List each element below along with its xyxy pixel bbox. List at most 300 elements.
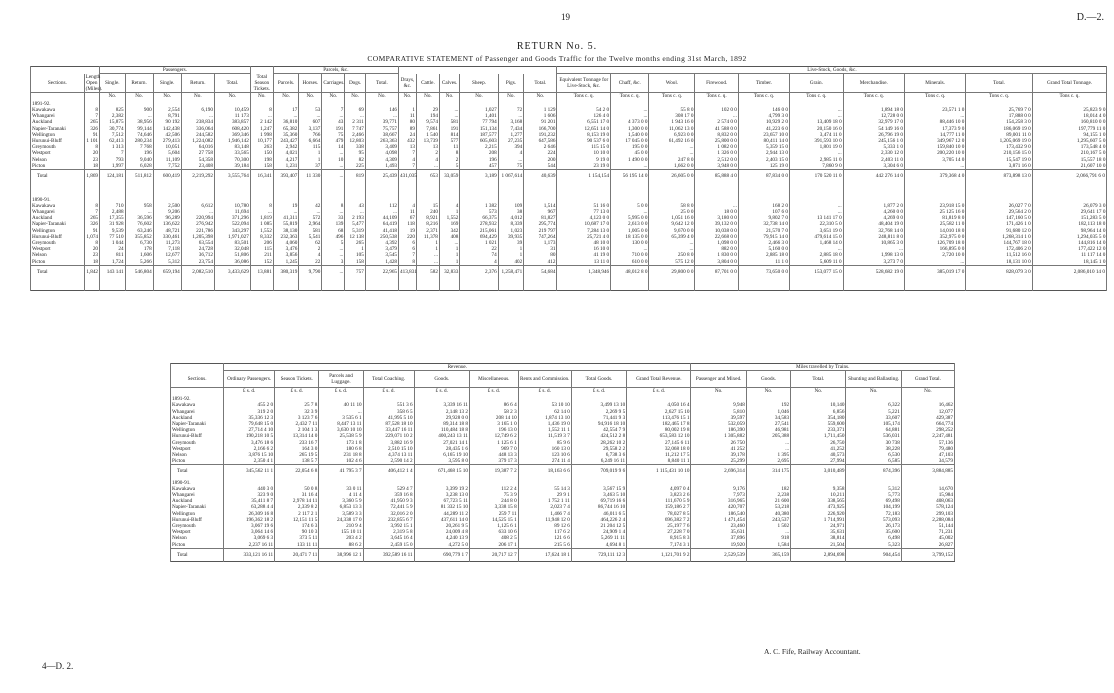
data-cell: 9,574: [416, 119, 439, 125]
data-cell: 180 6 8: [319, 446, 363, 452]
data-cell: 2,269 9 5: [571, 409, 626, 415]
empty-cell: [846, 394, 901, 402]
section-name: Whangarei: [31, 209, 85, 215]
empty-cell: [901, 478, 954, 486]
data-cell: 77 13 0: [557, 209, 611, 215]
data-cell: 232,855 6 7: [363, 517, 414, 523]
data-cell: 10,211: [791, 492, 846, 498]
data-cell: 3,399 19 2: [414, 486, 469, 492]
total-cell: 2,066,791 6 0: [1032, 169, 1106, 194]
data-cell: 39,935: [498, 234, 524, 240]
data-cell: 11,694: [214, 209, 250, 215]
return-subtitle: COMPARATIVE STATEMENT of Passenger and Goods Traffic for the Twelve months ending 31st March, 1892: [367, 54, 747, 63]
data-cell: 2,964: [299, 221, 322, 227]
livestock-header: Live-Stock, Goods, &c.: [557, 67, 1106, 74]
data-cell: 551 3 6: [363, 402, 414, 408]
data-cell: 532,059: [691, 421, 746, 427]
empty-cell: [319, 478, 363, 486]
total-cell: 345,562 11 1: [224, 465, 275, 478]
data-cell: 4,217: [273, 157, 299, 163]
data-cell: 2,350 4 1: [224, 458, 275, 465]
unit-label: No.: [846, 388, 901, 395]
data-cell: 10: [322, 157, 345, 163]
data-cell: 67: [399, 215, 417, 221]
data-cell: 25 0 0: [649, 209, 695, 215]
data-cell: 13 11 0: [557, 259, 611, 266]
data-cell: 7 747: [345, 126, 365, 132]
data-cell: 7,434: [498, 126, 524, 132]
data-cell: 53 10 10: [518, 402, 571, 408]
data-cell: 440 3 0: [224, 486, 275, 492]
data-cell: 5,323: [846, 542, 901, 549]
data-cell: ...: [649, 240, 695, 246]
total-row: [171, 465, 955, 478]
data-cell: 647,586: [524, 138, 557, 144]
data-cell: 263,363: [365, 138, 398, 144]
data-cell: 77 794: [460, 119, 498, 125]
data-cell: 464,226 2 4: [571, 517, 626, 523]
section-name: Napier-Taranaki: [171, 504, 224, 510]
data-cell: 559,600: [791, 421, 846, 427]
data-cell: 2,512 0 0: [695, 157, 738, 163]
empty-cell: [691, 478, 746, 486]
data-cell: 3 535 6 1: [319, 415, 363, 421]
revenue-table: [170, 363, 955, 562]
data-cell: 6,530: [846, 452, 901, 458]
data-cell: 85 9 6: [518, 440, 571, 446]
data-cell: 243,427: [273, 138, 299, 144]
unit-label: No.: [691, 388, 746, 395]
data-cell: 1,466 7 4: [518, 511, 571, 517]
total-cell: 413,831: [399, 265, 417, 291]
data-cell: 8,832 0 0: [695, 132, 738, 138]
table-row: [31, 259, 1107, 266]
total-cell: 393,407: [273, 169, 299, 194]
data-cell: 21,607 10 0: [1032, 163, 1106, 170]
data-cell: 3,871 16 0: [966, 163, 1032, 170]
total-cell: 442 276 14 0: [843, 169, 904, 194]
data-cell: 90 192: [153, 119, 181, 125]
data-cell: 12,651 14 0: [557, 126, 611, 132]
data-cell: 4: [299, 252, 322, 258]
data-cell: 79,480: [901, 446, 954, 452]
empty-cell: [791, 394, 846, 402]
data-cell: 900: [125, 107, 153, 113]
empty-cell: [414, 394, 469, 402]
data-cell: 710 0 0: [611, 252, 649, 258]
data-cell: 2,403 11 0: [843, 157, 904, 163]
total-cell: 582: [416, 265, 439, 291]
data-cell: 3,876 15 10: [224, 452, 275, 458]
data-cell: 11: [399, 209, 417, 215]
data-cell: ...: [319, 409, 363, 415]
data-cell: 1 998: [250, 132, 273, 138]
data-cell: 55 14 3: [518, 486, 571, 492]
data-cell: 263: [250, 144, 273, 150]
data-cell: 2,695: [746, 458, 790, 465]
data-cell: 2,247,481: [901, 433, 954, 439]
data-cell: 221,786: [181, 228, 214, 234]
empty-cell: [1032, 99, 1106, 107]
total-cell: 143 141: [100, 265, 126, 291]
data-cell: 79,915 14 0: [738, 234, 789, 240]
data-cell: 967: [524, 209, 557, 215]
data-cell: 1: [439, 252, 459, 258]
unit-label: Tons c. q.: [789, 92, 843, 99]
total-cell: 20,471 7 11: [275, 548, 319, 561]
data-cell: 7: [84, 209, 99, 215]
column-header: Passenger and Mixed.: [691, 371, 746, 388]
data-cell: 5,266: [125, 259, 153, 266]
data-cell: 2,166 6 2: [224, 446, 275, 452]
data-cell: 197,779 11 0: [1032, 126, 1106, 132]
data-cell: 15,557 18 0: [1032, 157, 1106, 163]
data-cell: 8: [439, 150, 459, 156]
empty-cell: [695, 99, 738, 107]
data-cell: 4 373 0 0: [611, 119, 649, 125]
data-cell: 77 510: [100, 234, 126, 240]
data-cell: 4,060: [273, 240, 299, 246]
data-cell: 13,314 14 0: [275, 433, 319, 439]
data-cell: 1,493: [365, 163, 398, 170]
data-cell: 12,803: [345, 138, 365, 144]
data-cell: 17 045 0 0: [611, 138, 649, 144]
data-cell: 112 2 4: [469, 486, 518, 492]
data-cell: 3,499 13 10: [571, 402, 626, 408]
data-cell: 45,002: [901, 535, 954, 541]
column-header: Ordinary Passengers.: [224, 371, 275, 388]
data-cell: 102 4 6: [319, 458, 363, 465]
data-cell: 13 141 17 0: [789, 215, 843, 221]
data-cell: 35,411 8 7: [224, 498, 275, 504]
data-cell: 9,802 7 0: [738, 215, 789, 221]
data-cell: 496: [322, 234, 345, 240]
data-cell: 225: [345, 163, 365, 170]
data-cell: 37,896: [691, 535, 746, 541]
column-header: Equivalent Tonnage for Live-Stock, &c.: [557, 74, 611, 93]
empty-cell: [738, 195, 789, 203]
data-cell: 55 8 0: [649, 107, 695, 113]
data-cell: 31 928: [100, 221, 126, 227]
data-cell: ...: [299, 209, 322, 215]
data-cell: ...: [322, 113, 345, 119]
data-cell: 4,240 13 9: [414, 535, 469, 541]
data-cell: 573: [460, 209, 498, 215]
data-cell: 1,997: [100, 163, 126, 170]
data-cell: 158: [250, 163, 273, 170]
empty-cell: [322, 99, 345, 107]
data-cell: 16,462: [901, 402, 954, 408]
data-cell: 696,382 7 2: [627, 517, 691, 523]
total-cell: 2,219,292: [181, 169, 214, 194]
data-cell: 142,438: [153, 126, 181, 132]
unit-label: No.: [273, 92, 299, 99]
data-cell: 12,749 6 2: [469, 433, 518, 439]
data-cell: 102 0 0: [695, 107, 738, 113]
data-cell: 429,387: [901, 415, 954, 421]
data-cell: 1 082 0 0: [695, 144, 738, 150]
empty-cell: [224, 394, 275, 402]
section-name: Whangarei: [171, 492, 224, 498]
data-cell: 3,273 7 0: [843, 259, 904, 266]
data-cell: 8: [250, 107, 273, 113]
unit-label: £ s. d.: [414, 388, 469, 395]
data-cell: 10,177: [250, 138, 273, 144]
data-cell: 11 117 14 0: [1032, 252, 1106, 258]
data-cell: 33: [322, 215, 345, 221]
data-cell: 1: [399, 107, 417, 113]
data-cell: 231 18 8: [319, 452, 363, 458]
data-cell: 7,752: [153, 163, 181, 170]
data-cell: 48 10 0: [557, 240, 611, 246]
data-cell: 91 201: [524, 119, 557, 125]
data-cell: 168 2 0: [738, 203, 789, 209]
data-cell: 581: [299, 228, 322, 234]
data-cell: 1: [299, 150, 322, 156]
unit-label: No.: [791, 388, 846, 395]
total-cell: 87,834 0 0: [738, 169, 789, 194]
data-cell: 1 326 0 0: [695, 150, 738, 156]
data-cell: 8,153 19 0: [557, 132, 611, 138]
data-cell: 250,538: [365, 234, 398, 240]
data-cell: 1,295,607 5 0: [1032, 138, 1106, 144]
data-cell: 3,067 19 6: [224, 523, 275, 529]
total-cell: 153,077 15 0: [789, 265, 843, 291]
column-header: Length Open (Miles).: [85, 73, 103, 92]
column-header: Total.: [791, 371, 846, 388]
data-cell: 391,593 10 0: [789, 138, 843, 144]
data-cell: ...: [649, 150, 695, 156]
data-cell: 352,975 0 0: [904, 234, 965, 240]
data-cell: 336,064: [181, 126, 214, 132]
data-cell: 3,948 0 0: [695, 163, 738, 170]
data-cell: 35,360: [273, 132, 299, 138]
data-cell: 4,374 13 11: [363, 452, 414, 458]
data-cell: 1,205,069 19 0: [966, 138, 1032, 144]
data-cell: 8: [84, 107, 99, 113]
data-cell: 22,310 5 0: [789, 221, 843, 227]
data-cell: 2 193: [345, 215, 365, 221]
empty-cell: [275, 478, 319, 486]
data-cell: 424,512 2 8: [571, 433, 626, 439]
data-cell: 65,399 4 0: [649, 234, 695, 240]
data-cell: 577: [439, 138, 459, 144]
data-cell: 4,123 0 0: [557, 215, 611, 221]
data-cell: 6,612: [181, 203, 214, 209]
data-cell: 72,183: [846, 511, 901, 517]
total-cell: 729,111 12 3: [571, 548, 626, 561]
data-cell: 1 021: [460, 240, 498, 246]
data-cell: 39,184: [214, 163, 250, 170]
empty-cell: [789, 99, 843, 107]
data-cell: 6,190: [181, 107, 214, 113]
data-cell: 27,714 4 10: [224, 427, 275, 433]
empty-cell: [273, 99, 299, 107]
data-cell: 2,371: [416, 228, 439, 234]
data-cell: 1,428: [365, 259, 398, 266]
total-cell: 22,054 6 8: [275, 465, 319, 478]
column-header: Total.: [966, 74, 1032, 93]
total-cell: 3,799,152: [901, 548, 954, 561]
section-name: Kawakawa: [31, 203, 85, 209]
unit-label: No.: [345, 92, 365, 99]
data-cell: 240: [416, 209, 439, 215]
data-cell: 7: [399, 150, 417, 156]
data-cell: 4: [416, 157, 439, 163]
data-cell: 22: [299, 259, 322, 266]
data-cell: 27,235: [498, 138, 524, 144]
column-header: Sections.: [171, 371, 224, 388]
data-cell: 14: [322, 144, 345, 150]
data-cell: 33,447 16 11: [363, 427, 414, 433]
section-name: Whangarei: [31, 113, 85, 119]
data-cell: 187,577: [460, 132, 498, 138]
data-cell: 653,583 12 10: [627, 433, 691, 439]
unit-label: £ s. d.: [224, 388, 275, 395]
unit-label: No.: [746, 388, 790, 395]
column-header: Grand Total.: [901, 371, 954, 388]
data-cell: 2,510 15 10: [363, 446, 414, 452]
data-cell: 610 0 0: [611, 259, 649, 266]
column-header: Sections.: [31, 74, 85, 93]
data-cell: 25,800 0 0: [695, 138, 738, 144]
total-row: [171, 548, 955, 561]
data-cell: 608,420: [214, 126, 250, 132]
data-cell: 25 125 16 0: [904, 209, 965, 215]
data-cell: 83,148: [214, 144, 250, 150]
data-cell: 578,124: [901, 504, 954, 510]
data-cell: 383,857: [214, 119, 250, 125]
data-cell: 25,769 7 0: [966, 107, 1032, 113]
unit-label: [31, 92, 85, 99]
data-cell: 26,079 3 0: [1032, 203, 1106, 209]
column-header: Total Coaching.: [363, 371, 414, 388]
data-cell: 27 758: [181, 150, 214, 156]
data-cell: 41 588 0 0: [695, 126, 738, 132]
data-cell: 31 16 4: [275, 492, 319, 498]
data-cell: 39: [498, 240, 524, 246]
data-cell: 78,027 8 5: [627, 511, 691, 517]
data-cell: ...: [181, 209, 214, 215]
empty-cell: [904, 99, 965, 107]
total-cell: 32,833: [439, 265, 459, 291]
unit-label: Tons c. q.: [695, 92, 738, 99]
data-cell: 26,796 19 0: [843, 132, 904, 138]
data-cell: 7: [100, 150, 126, 156]
total-cell: 874,396: [846, 465, 901, 478]
data-cell: 3,567 15 9: [571, 486, 626, 492]
data-cell: 3,463 5 10: [571, 492, 626, 498]
data-cell: 1 101: [84, 138, 99, 144]
data-cell: 4,260 0 0: [843, 209, 904, 215]
total-cell: 41 795 3 7: [319, 465, 363, 478]
data-cell: 1 830 0 0: [695, 252, 738, 258]
empty-cell: [746, 394, 790, 402]
total-cell: 828,079 3 0: [966, 265, 1032, 291]
data-cell: 4,272 5 0: [414, 542, 469, 549]
data-cell: 138 5 7: [275, 458, 319, 465]
data-cell: 9,539: [100, 228, 126, 234]
data-cell: 793: [100, 157, 126, 163]
data-cell: 51 16 0: [557, 203, 611, 209]
data-cell: 90 10 3: [275, 529, 319, 535]
data-cell: 6,498: [846, 535, 901, 541]
data-cell: 68: [322, 228, 345, 234]
total-cell: 2,086,010 14 0: [1032, 265, 1106, 291]
data-cell: 64,016: [181, 144, 214, 150]
data-cell: 2,627 15 10: [627, 409, 691, 415]
data-cell: 126 4 0: [557, 113, 611, 119]
column-header: Return.: [181, 74, 214, 93]
empty-cell: [181, 195, 214, 203]
section-name: Wellington: [31, 228, 85, 234]
data-cell: 65,382: [273, 126, 299, 132]
data-cell: 1,514: [524, 203, 557, 209]
data-cell: 1,552 11 1: [518, 427, 571, 433]
data-cell: 206 17 1: [469, 542, 518, 549]
data-cell: 220,994: [181, 215, 214, 221]
data-cell: 173 1 8: [319, 440, 363, 446]
data-cell: 72: [498, 107, 524, 113]
data-cell: 1,098 0 0: [695, 240, 738, 246]
data-cell: 113,476 15 1: [627, 415, 691, 421]
data-cell: 174 6 3: [275, 523, 319, 529]
data-cell: 1,711,450: [791, 433, 846, 439]
unit-label: No.: [125, 92, 153, 99]
data-cell: 10,780: [214, 203, 250, 209]
data-cell: 9 19 0: [557, 157, 611, 163]
empty-cell: [649, 195, 695, 203]
data-cell: 5,810: [691, 409, 746, 415]
data-cell: 4,799 3 0: [738, 113, 789, 119]
data-cell: 1,231: [273, 163, 299, 170]
data-cell: 7,973: [691, 492, 746, 498]
section-name: Greymouth: [171, 523, 224, 529]
empty-cell: [439, 99, 459, 107]
data-cell: ...: [125, 209, 153, 215]
unit-label: No.: [498, 92, 524, 99]
column-header: Carriages.: [322, 74, 345, 93]
data-cell: 24,338 17 0: [319, 517, 363, 523]
data-cell: 171,426 1 0: [966, 221, 1032, 227]
data-cell: 21,504: [791, 542, 846, 549]
data-cell: 88 6 2: [319, 542, 363, 549]
data-cell: 1 540: [416, 132, 439, 138]
data-cell: 21 204 12 5: [571, 523, 626, 529]
data-cell: ...: [322, 150, 345, 156]
empty-cell: [345, 99, 365, 107]
total-cell: 20,717 12 7: [469, 548, 518, 561]
total-cell: 38,996 12 1: [319, 548, 363, 561]
section-name: Nelson: [31, 157, 85, 163]
data-cell: 9,206: [153, 209, 181, 215]
data-cell: 178: [125, 246, 153, 252]
data-cell: 3,338 15 8: [469, 504, 518, 510]
data-cell: 62: [299, 240, 322, 246]
data-cell: ...: [746, 440, 790, 446]
data-cell: 355,852: [125, 234, 153, 240]
data-cell: 4,269 0 0: [843, 215, 904, 221]
data-cell: 243,537: [746, 517, 790, 523]
data-cell: 18,014 4 0: [1032, 113, 1106, 119]
data-cell: 2,500: [153, 203, 181, 209]
data-cell: 151,134: [460, 126, 498, 132]
data-cell: 408,063: [901, 498, 954, 504]
data-cell: 210,156 15 0: [966, 150, 1032, 156]
data-cell: 371,296: [214, 215, 250, 221]
data-cell: 918: [746, 535, 790, 541]
data-cell: 11: [399, 113, 417, 119]
